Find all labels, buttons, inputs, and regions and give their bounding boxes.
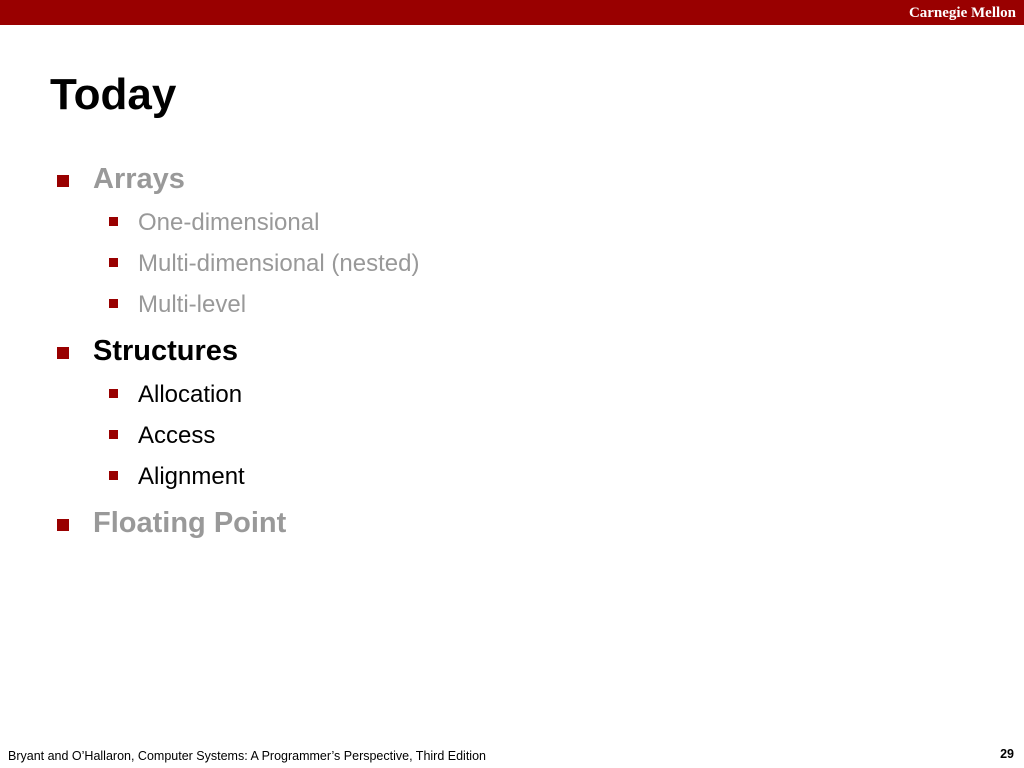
square-bullet-icon	[57, 347, 69, 359]
square-bullet-icon	[57, 175, 69, 187]
outline-subitem-label: Multi-dimensional (nested)	[138, 250, 420, 277]
outline-subitem-label: Multi-level	[138, 291, 247, 318]
outline-subitem-label: Alignment	[138, 463, 245, 490]
square-bullet-icon	[109, 217, 118, 226]
outline-item-label: Floating Point	[93, 507, 287, 539]
outline-item-label: Arrays	[93, 163, 185, 195]
outline-subitem-label: Allocation	[138, 381, 243, 408]
footer-citation: Bryant and O’Hallaron, Computer Systems: A Programmer’s Perspective, Third Edition	[8, 749, 486, 763]
square-bullet-icon	[109, 389, 118, 398]
slide-title: Today	[50, 70, 177, 119]
square-bullet-icon	[109, 430, 118, 439]
outline-subitem-label: One-dimensional	[138, 209, 320, 236]
outline-subitem-label: Access	[138, 422, 216, 449]
brand-name: Carnegie Mellon	[908, 5, 1016, 21]
square-bullet-icon	[109, 299, 118, 308]
square-bullet-icon	[109, 258, 118, 267]
square-bullet-icon	[57, 519, 69, 531]
square-bullet-icon	[109, 471, 118, 480]
outline-item-label: Structures	[93, 335, 239, 367]
page-number: 29	[1000, 747, 1014, 761]
